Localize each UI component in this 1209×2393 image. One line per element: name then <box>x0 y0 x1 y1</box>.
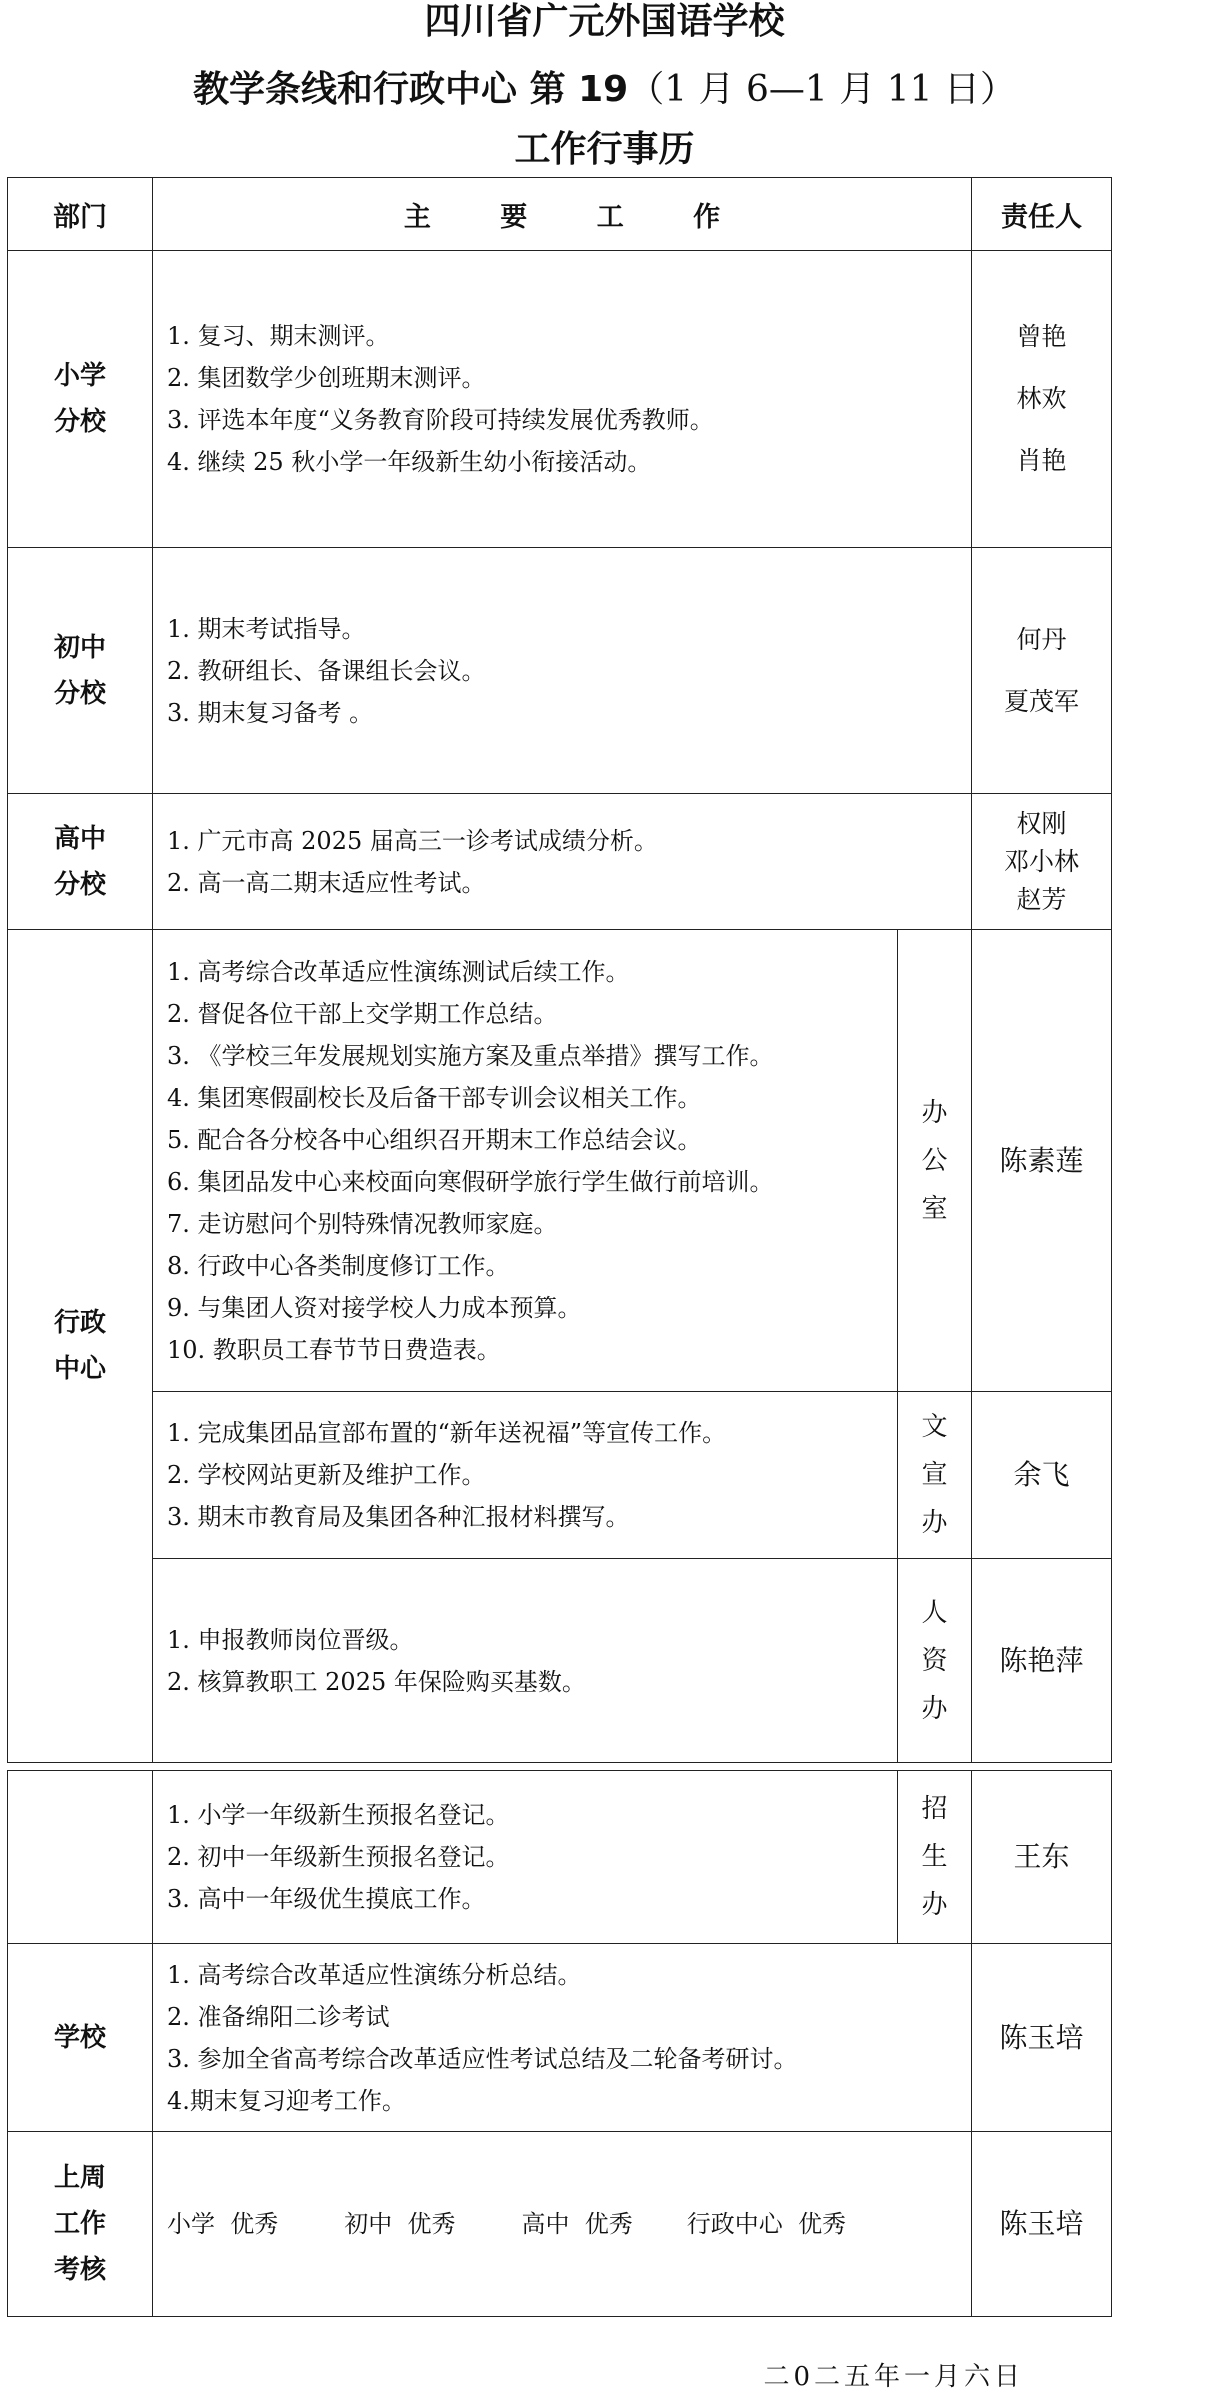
dept-junior: 初中 分校 <box>8 548 153 794</box>
list-item: 2. 准备绵阳二诊考试 <box>167 2002 390 2031</box>
dept-senior: 高中 分校 <box>8 794 153 930</box>
publicity-responsible: 余飞 <box>972 1392 1112 1559</box>
table-row-junior <box>8 548 1112 794</box>
table-row-senior <box>8 794 1112 930</box>
list-item: 3. 评选本年度“义务教育阶段可持续发展优秀教师。 <box>167 406 714 434</box>
list-item: 10. 教职员工春节节日费造表。 <box>167 1335 501 1364</box>
review-unit: 初中 <box>344 2210 393 2238</box>
list-item: 2. 初中一年级新生预报名登记。 <box>167 1843 510 1871</box>
table-row-admissions <box>8 1771 1112 1944</box>
senior-items <box>153 794 972 930</box>
review-results <box>153 2132 972 2317</box>
review-grade: 优秀 <box>798 2210 847 2238</box>
hr-items <box>153 1559 898 1763</box>
dept-school: 学校 <box>8 1944 153 2132</box>
unit-admissions: 招 生 办 <box>898 1771 972 1944</box>
list-item: 4. 继续 25 秋小学一年级新生幼小衔接活动。 <box>167 448 652 476</box>
list-item: 2. 核算教职工 2025 年保险购买基数。 <box>167 1667 586 1696</box>
review-grade: 优秀 <box>584 2210 633 2238</box>
table-row-school <box>8 1944 1112 2132</box>
list-item: 4.期末复习迎考工作。 <box>167 2086 406 2115</box>
unit-hr: 人 资 办 <box>898 1559 972 1763</box>
list-item: 2. 集团数学少创班期末测评。 <box>167 364 486 392</box>
unit-office: 办 公 室 <box>898 930 972 1392</box>
list-item: 3. 参加全省高考综合改革适应性考试总结及二轮备考研讨。 <box>167 2044 798 2073</box>
school-responsible: 陈玉培 <box>972 1944 1112 2132</box>
primary-items <box>153 251 972 548</box>
review-unit: 高中 <box>521 2210 570 2238</box>
table-row-admin-hr <box>8 1559 1112 1763</box>
list-item: 1. 完成集团品宣部布置的“新年送祝福”等宣传工作。 <box>167 1419 727 1447</box>
admissions-items <box>153 1771 898 1944</box>
list-item: 8. 行政中心各类制度修订工作。 <box>167 1251 510 1280</box>
schedule-table-continued <box>7 1770 1112 2317</box>
title-week-main: 教学条线和行政中心 第 19 <box>193 69 629 110</box>
admissions-responsible: 王东 <box>972 1771 1112 1944</box>
office-items <box>153 930 898 1392</box>
header-dept: 部门 <box>8 178 153 251</box>
list-item: 2. 高一高二期末适应性考试。 <box>167 868 486 897</box>
list-item: 2. 学校网站更新及维护工作。 <box>167 1461 486 1489</box>
review-unit: 行政中心 <box>686 2210 783 2238</box>
list-item: 3. 高中一年级优生摸底工作。 <box>167 1885 486 1913</box>
list-item: 7. 走访慰问个别特殊情况教师家庭。 <box>167 1209 558 1238</box>
issue-date: 二0二五年一月六日 <box>763 2362 1024 2392</box>
junior-responsible: 何丹 夏茂军 <box>972 548 1112 794</box>
review-grade: 优秀 <box>230 2210 279 2238</box>
table-row-review <box>8 2132 1112 2317</box>
junior-items <box>153 548 972 794</box>
publicity-items <box>153 1392 898 1559</box>
list-item: 5. 配合各分校各中心组织召开期末工作总结会议。 <box>167 1125 702 1154</box>
header-responsible: 责任人 <box>972 178 1112 251</box>
list-item: 3. 《学校三年发展规划实施方案及重点举措》撰写工作。 <box>167 1041 774 1070</box>
list-item: 3. 期末市教育局及集团各种汇报材料撰写。 <box>167 1503 630 1531</box>
table-header-row <box>8 178 1112 251</box>
dept-admissions-empty <box>8 1771 153 1944</box>
dept-admin: 行政 中心 <box>8 930 153 1763</box>
list-item: 4. 集团寒假副校长及后备干部专训会议相关工作。 <box>167 1083 702 1112</box>
hr-responsible: 陈艳萍 <box>972 1559 1112 1763</box>
review-grade: 优秀 <box>407 2210 456 2238</box>
list-item: 2. 教研组长、备课组长会议。 <box>167 656 486 685</box>
school-items <box>153 1944 972 2132</box>
list-item: 1. 小学一年级新生预报名登记。 <box>167 1801 510 1829</box>
list-item: 6. 集团品发中心来校面向寒假研学旅行学生做行前培训。 <box>167 1167 774 1196</box>
review-responsible: 陈玉培 <box>972 2132 1112 2317</box>
unit-publicity: 文 宣 办 <box>898 1392 972 1559</box>
list-item: 1. 高考综合改革适应性演练分析总结。 <box>167 1960 582 1989</box>
list-item: 9. 与集团人资对接学校人力成本预算。 <box>167 1293 582 1322</box>
list-item: 1. 高考综合改革适应性演练测试后续工作。 <box>167 957 630 986</box>
schedule-table <box>7 177 1112 1763</box>
table-row-admin-office <box>8 930 1112 1392</box>
office-responsible: 陈素莲 <box>972 930 1112 1392</box>
dept-review: 上周 工作 考核 <box>8 2132 153 2317</box>
title-week <box>0 68 1209 112</box>
title-week-range: （1 月 6—1 月 11 日） <box>628 69 1016 110</box>
table-row-primary <box>8 251 1112 548</box>
list-item: 2. 督促各位干部上交学期工作总结。 <box>167 999 558 1028</box>
primary-responsible: 曾艳 林欢 肖艳 <box>972 251 1112 548</box>
table-row-admin-publicity <box>8 1392 1112 1559</box>
list-item: 1. 申报教师岗位晋级。 <box>167 1625 414 1654</box>
title-calendar: 工作行事历 <box>514 129 695 170</box>
list-item: 3. 期末复习备考 。 <box>167 698 374 727</box>
list-item: 1. 复习、期末测评。 <box>167 322 390 350</box>
title-school: 四川省广元外国语学校 <box>424 1 785 42</box>
senior-responsible: 权刚 邓小林 赵芳 <box>972 794 1112 930</box>
list-item: 1. 广元市高 2025 届高三一诊考试成绩分析。 <box>167 826 658 855</box>
header-main-work: 主 要 工 作 <box>153 178 972 251</box>
review-unit: 小学 <box>167 2210 215 2238</box>
dept-primary: 小学 分校 <box>8 251 153 548</box>
list-item: 1. 期末考试指导。 <box>167 614 366 643</box>
